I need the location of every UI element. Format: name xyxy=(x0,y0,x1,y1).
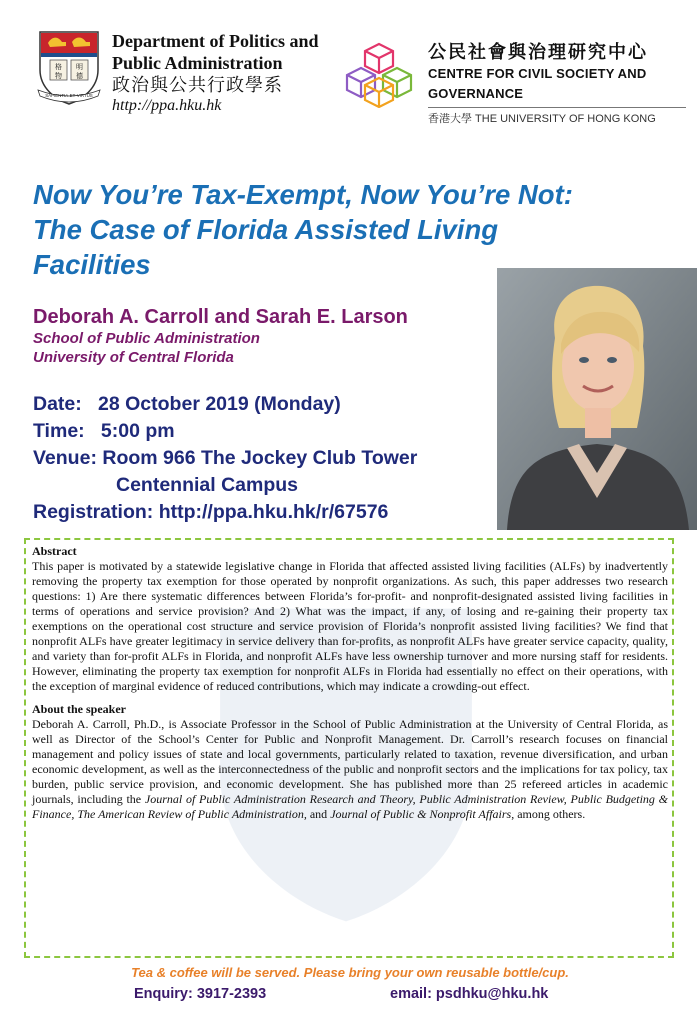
ccsg-cube-logo-icon xyxy=(343,42,415,108)
centre-divider xyxy=(428,107,686,108)
abstract-text: This paper is motivated by a statewide legislative change in Florida that affected assisted living facilities (ALFs) by inadvertently removing the property tax exemption for those operated by nonprofit organizations. As such, this paper addresses two research questions: 1) Are there systematic differences between Florida’s for-profit- and nonprofit-designated assisted living facilities in terms of operations and service provision? And 2) What was the impact, if any, of losing and re-gaining their property tax exemptions on the operational cost structure and service provision of Florida’s nonprofit assisted living facilities? We find that nonprofit ALFs have greater legitimacy in service delivery than for-profits, as nonprofit ALFs have greater service capacity, quality, and variety than for-profit ALFs in Florida, and nonprofit ALFs have less ownership turnover and more nursing staff for residents. However, eliminating the property tax exemption for nonprofit ALFs in Florida had essentially no effect on their operations, with the exception of marginal evidence of reduced contributions, which may indicate a crowding-out effect. xyxy=(32,559,668,693)
crest-char-2: 明 xyxy=(76,64,83,71)
crest-char-3: 物 xyxy=(55,73,62,80)
dept-name-line2: Public Administration xyxy=(112,53,283,73)
venue-row xyxy=(33,445,417,472)
speaker-bio-heading: About the speaker xyxy=(32,702,127,716)
event-details xyxy=(33,391,417,526)
bio-main: Deborah A. Carroll, Ph.D., is Associate Professor in the School of Public Administration at the University of Central Florida, as well as Director of the School’s Center for Public and Nonprofit Management. Dr. Carroll’s research focuses on financial management and policy issues of state and local governments, particularly related to taxation, revenue diversification, and urban economic development, as well as the interconnectedness of the public and nonprofit sectors and the implications for tax policy, tax burden, public service provision, and economic development. She has published more than 25 refereed articles in academic journals, including the xyxy=(32,717,668,806)
venue-line2: Centennial Campus xyxy=(116,474,299,496)
enquiry-phone: Enquiry: 3917-2393 xyxy=(134,986,267,1002)
bio-end: , among others. xyxy=(511,807,586,821)
date-row xyxy=(33,391,417,418)
bio-journal-last: Journal of Public & Nonprofit Affairs xyxy=(330,807,512,821)
title-line-3: Facilities xyxy=(33,249,151,280)
centre-block xyxy=(428,40,700,126)
venue-value: Room 966 The Jockey Club Tower xyxy=(102,447,418,469)
crest-motto: SAPIENTIA·ET·VIRTUS xyxy=(45,93,93,98)
time-row xyxy=(33,418,417,445)
bio-journals: Journal of Public Administration Research and Theory, Public Administration Review, Public Budgeting & Finance, The American Review of Public Administration, xyxy=(32,792,668,821)
dept-name-chinese: 政治與公共行政學系 xyxy=(112,75,283,95)
crest-char-4: 德 xyxy=(76,73,83,80)
speaker-portrait xyxy=(497,268,697,530)
crest-char-1: 格 xyxy=(55,64,62,71)
speaker-university: University of Central Florida xyxy=(33,349,234,366)
dept-url[interactable]: http://ppa.hku.hk xyxy=(112,97,222,114)
title-line-1: Now You’re Tax-Exempt, Now You’re Not: xyxy=(33,179,573,210)
speaker-block xyxy=(33,305,408,367)
date-value: 28 October 2019 (Monday) xyxy=(98,393,341,415)
time-label: Time: xyxy=(33,420,85,442)
event-title xyxy=(33,177,698,282)
university-name: 香港大學 THE UNIVERSITY OF HONG KONG xyxy=(428,113,656,125)
time-value: 5:00 pm xyxy=(100,420,175,442)
centre-name-english: CENTRE FOR CIVIL SOCIETY AND GOVERNANCE xyxy=(428,66,647,101)
bio-and: and xyxy=(306,807,331,821)
hku-crest-icon xyxy=(36,30,102,106)
registration-row xyxy=(33,499,417,526)
department-block xyxy=(112,30,318,116)
abstract-heading: Abstract xyxy=(32,544,77,558)
date-label: Date: xyxy=(33,393,82,415)
centre-name-chinese: 公民社會與治理研究中心 xyxy=(428,42,648,62)
speaker-school: School of Public Administration xyxy=(33,330,260,347)
abstract-content xyxy=(32,544,668,830)
speaker-bio-text xyxy=(32,717,668,822)
abstract-box xyxy=(24,538,674,958)
dept-name-line1: Department of Politics and xyxy=(112,31,319,51)
refreshment-note: Tea & coffee will be served. Please bring your own reusable bottle/cup. xyxy=(131,965,569,980)
speaker-names: Deborah A. Carroll and Sarah E. Larson xyxy=(33,306,408,328)
registration-label: Registration: xyxy=(33,501,154,523)
title-line-2: The Case of Florida Assisted Living xyxy=(33,214,499,245)
venue-label: Venue: xyxy=(33,447,97,469)
registration-link[interactable]: http://ppa.hku.hk/r/67576 xyxy=(158,501,389,523)
enquiry-email[interactable]: email: psdhku@hku.hk xyxy=(390,986,549,1002)
